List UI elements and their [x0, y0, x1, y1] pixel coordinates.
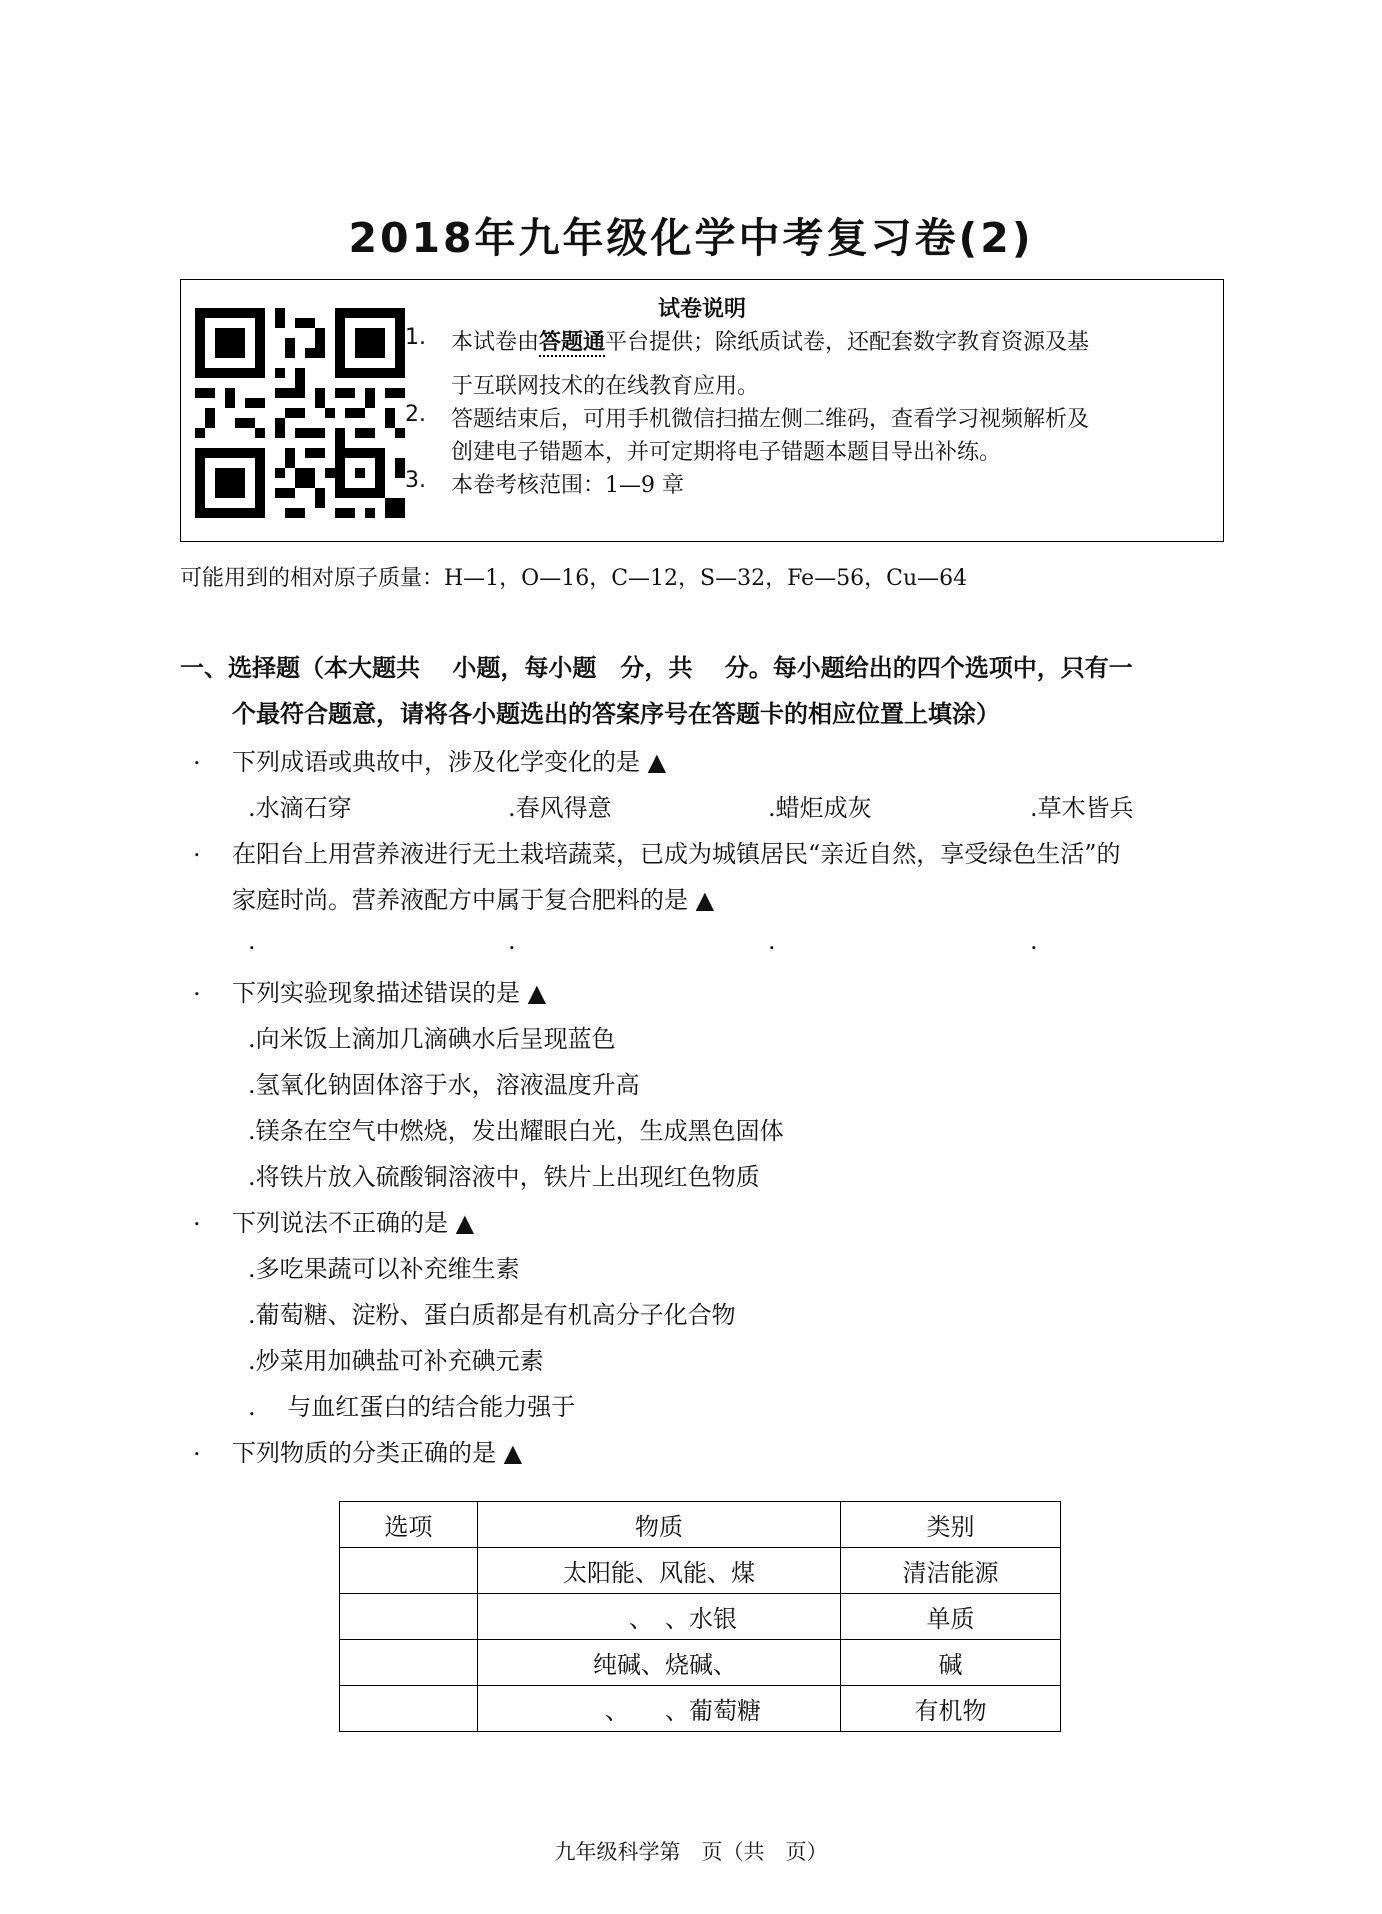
table-header-category: 类别	[841, 1502, 1061, 1548]
table-row	[340, 1548, 1061, 1594]
table-cell: 有机物	[841, 1686, 1061, 1732]
q4-option-d: . 与血红蛋白的结合能力强于	[248, 1393, 576, 1421]
table-row	[340, 1594, 1061, 1640]
q3-option-b: .氢氧化钠固体溶于水，溶液温度升高	[248, 1071, 640, 1099]
q4-option-c: .炒菜用加碘盐可补充碘元素	[248, 1347, 544, 1375]
question-2-line2: 家庭时尚。营养液配方中属于复合肥料的是 ▲	[232, 886, 715, 914]
q1-option-c: .蜡炬成灰	[768, 794, 872, 822]
table-cell	[340, 1640, 478, 1686]
atomic-masses: 可能用到的相对原子质量：H—1，O—16，C—12，S—32，Fe—56，Cu—64	[180, 566, 968, 591]
notice-item-3-number: 3.	[405, 468, 426, 493]
q4-option-a: .多吃果蔬可以补充维生素	[248, 1255, 520, 1283]
question-number-dot: .	[193, 742, 201, 770]
page-title: 2018年九年级化学中考复习卷(2)	[348, 214, 1034, 262]
table-row	[340, 1640, 1061, 1686]
table-cell: 碱	[841, 1640, 1061, 1686]
table-row	[340, 1686, 1061, 1732]
page-footer: 九年级科学第 页（共 页）	[554, 1840, 828, 1864]
question-3-stem: 下列实验现象描述错误的是 ▲	[232, 979, 547, 1007]
exam-notice-box	[180, 279, 1224, 542]
section-instructions: 个最符合题意，请将各小题选出的答案序号在答题卡的相应位置上填涂）	[232, 700, 1000, 728]
question-1-stem: 下列成语或典故中，涉及化学变化的是 ▲	[232, 748, 667, 776]
table-cell: 纯碱、烧碱、	[478, 1640, 841, 1686]
notice-item-2: 答题结束后，可用手机微信扫描左侧二维码，查看学习视频解析及	[451, 407, 1090, 432]
q2-option-a: .	[248, 927, 256, 955]
question-number-dot: .	[193, 1433, 201, 1461]
question-number-dot: .	[193, 973, 201, 1001]
notice-item-1-number: 1.	[405, 325, 426, 350]
notice-item-3: 本卷考核范围：1—9 章	[451, 473, 684, 498]
notice-item-2-number: 2.	[405, 402, 426, 427]
qr-code-icon[interactable]	[195, 308, 405, 518]
table-header-row	[340, 1502, 1061, 1548]
notice-item-1-line2: 于互联网技术的在线教育应用。	[451, 374, 760, 399]
q3-option-d: .将铁片放入硫酸铜溶液中，铁片上出现红色物质	[248, 1163, 760, 1191]
q1-option-d: .草木皆兵	[1030, 794, 1134, 822]
table-cell	[340, 1548, 478, 1594]
classification-table	[339, 1501, 1061, 1732]
table-header-option: 选项	[340, 1502, 478, 1548]
q2-option-d: .	[1030, 927, 1038, 955]
q3-option-a: .向米饭上滴加几滴碘水后呈现蓝色	[248, 1025, 616, 1053]
table-cell	[340, 1594, 478, 1640]
section-heading: 一、选择题（本大题共 小题，每小题 分，共 分。每小题给出的四个选项中，只有一	[180, 654, 1133, 682]
table-cell: 、 、水银	[478, 1594, 841, 1640]
q2-option-c: .	[768, 927, 776, 955]
q1-option-a: .水滴石穿	[248, 794, 352, 822]
question-5-stem: 下列物质的分类正确的是 ▲	[232, 1439, 523, 1467]
question-number-dot: .	[193, 834, 201, 862]
question-number-dot: .	[193, 1203, 201, 1231]
q1-option-b: .春风得意	[508, 794, 612, 822]
notice-item-1: 本试卷由答题通平台提供；除纸质试卷，还配套数字教育资源及基	[451, 329, 1090, 355]
table-cell: 清洁能源	[841, 1548, 1061, 1594]
question-4-stem: 下列说法不正确的是 ▲	[232, 1209, 475, 1237]
table-header-substance: 物质	[478, 1502, 841, 1548]
q4-option-b: .葡萄糖、淀粉、蛋白质都是有机高分子化合物	[248, 1301, 736, 1329]
notice-heading: 试卷说明	[657, 296, 746, 322]
table-cell: 单质	[841, 1594, 1061, 1640]
platform-name: 答题通	[539, 329, 606, 355]
q3-option-c: .镁条在空气中燃烧，发出耀眼白光，生成黑色固体	[248, 1117, 784, 1145]
table-cell: 太阳能、风能、煤	[478, 1548, 841, 1594]
table-cell: 、 、葡萄糖	[478, 1686, 841, 1732]
q2-option-b: .	[508, 927, 516, 955]
question-2-line1: 在阳台上用营养液进行无土栽培蔬菜，已成为城镇居民“亲近自然，享受绿色生活”的	[232, 840, 1121, 868]
table-cell	[340, 1686, 478, 1732]
notice-item-2-line2: 创建电子错题本，并可定期将电子错题本题目导出补练。	[451, 440, 1002, 465]
